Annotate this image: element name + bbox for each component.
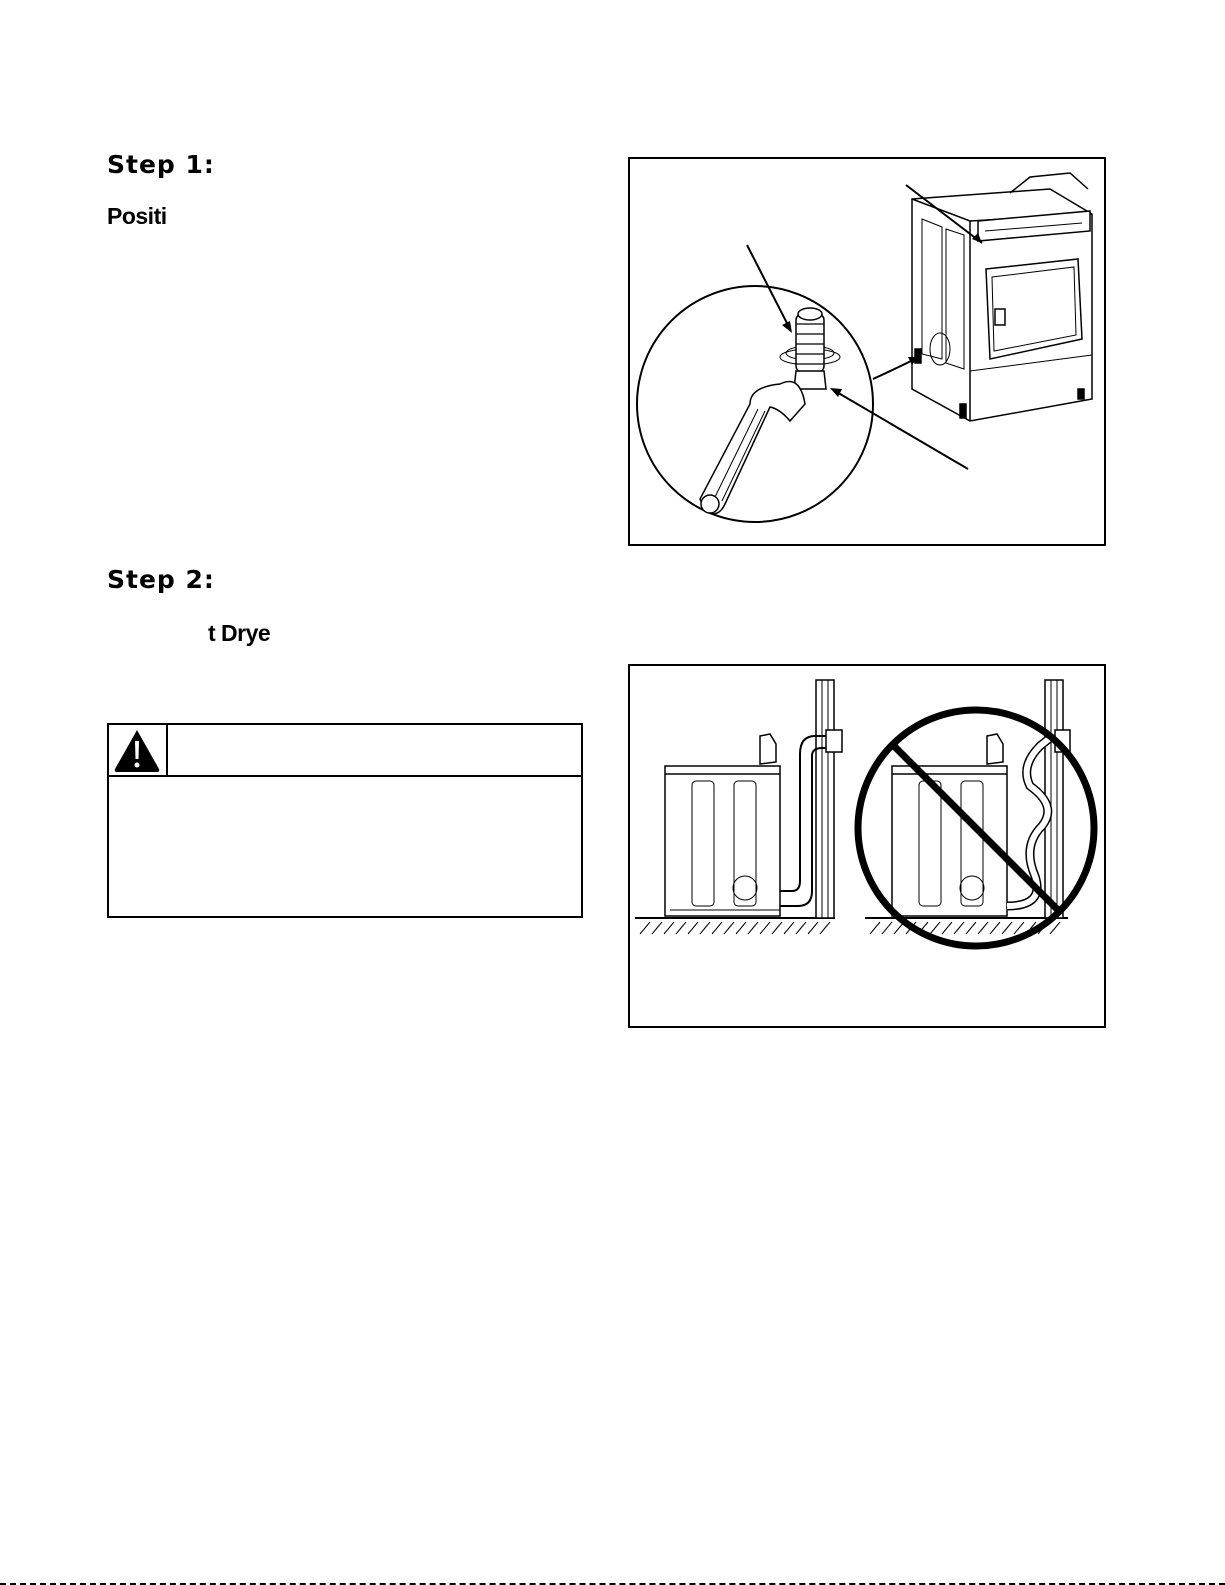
exhaust-figure-drawing [630, 666, 1104, 1026]
warning-header [109, 725, 581, 777]
warning-box [107, 723, 583, 918]
step-2-subheading: t Drye [208, 620, 271, 646]
warning-triangle-icon [109, 725, 166, 775]
step-1-subheading: Positi [107, 203, 167, 229]
correct-exhaust-duct-icon [635, 680, 842, 934]
leveling-leg-figure [628, 157, 1106, 546]
leveling-figure-drawing [630, 159, 1104, 544]
warning-icon-cell [109, 725, 168, 775]
step-1-heading: Step 1: [107, 150, 215, 179]
step-2-heading: Step 2: [107, 565, 215, 594]
exhaust-duct-figure [628, 664, 1106, 1028]
